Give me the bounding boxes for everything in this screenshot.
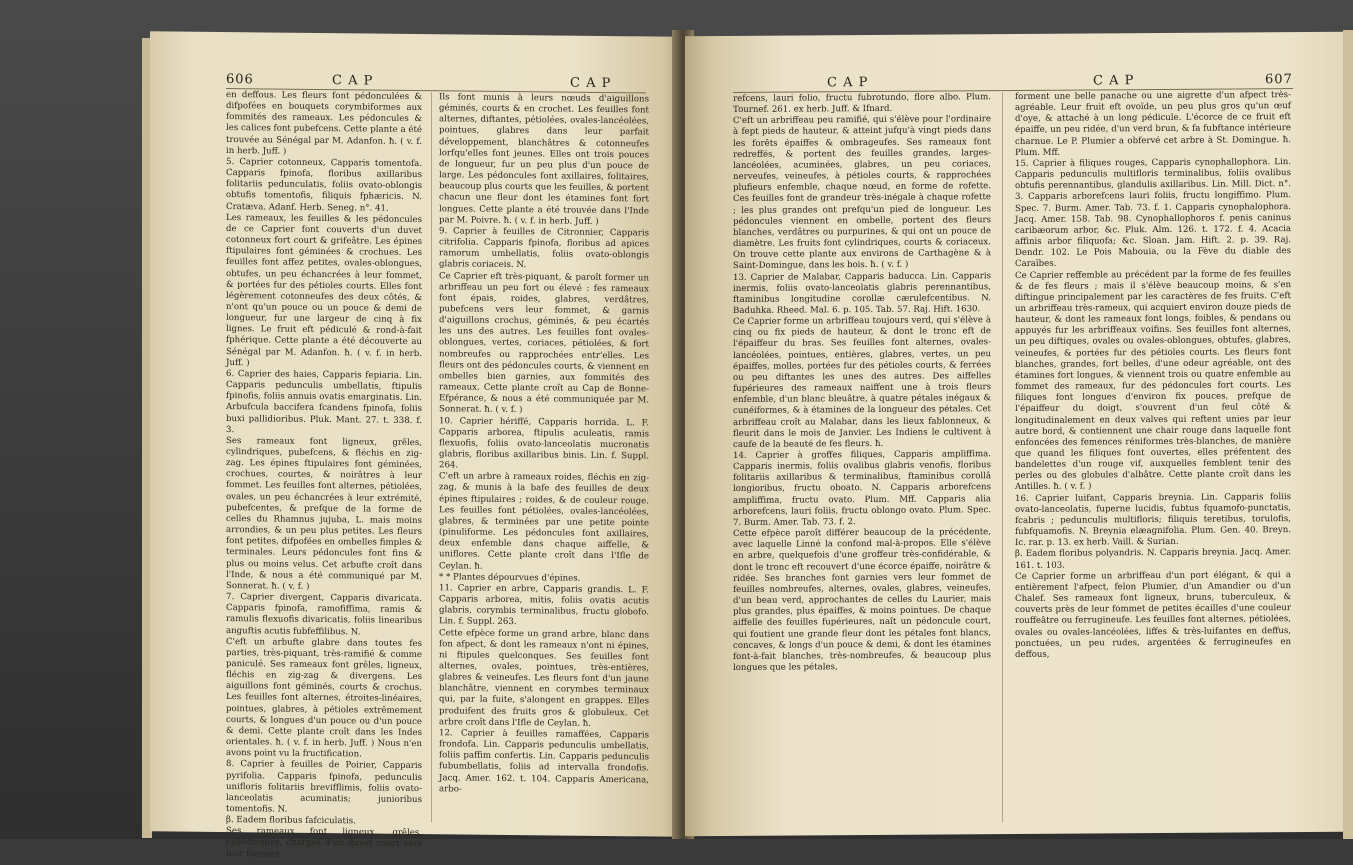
- right-running-head-left: C A P: [827, 75, 869, 91]
- column-divider: [1002, 92, 1003, 822]
- right-page-column-2: forment une belle panache ou une aigrette d'un afpect très-agréable. Leur fruit eft ovoïde, un peu plus gros qu'un œuf d'oye, & attaché à un long pédicule. L'écorce de ce fruit eft épaiffe, un peu ridée, d'un verd brun, & fa fubftance intérieure charnue. Le P. Plumier a obfervé cet arbre à St. Domingue. ħ. Plum. Mff. 15. Caprier à filiques rouges, Capparis cynophallophora. Lin. Capparis pedunculis multifloris terminalibus, foliis ovalibus obtufis perennantibus, glandulis axillaribus. Lin. Mill. Dict. n°. 3. Capparis arborefcens lauri foliis, fructu longiffimo. Plum. Spec. 7. Burm. Amer. Tab. 73. f. 1. Capparis cynophalophora. Jacq. Amer. 158. Tab. 98. Cynophallophoros f. penis caninus caribæorum arbor, &c. Pluk. Alm. 126. t. 172. f. 4. Acacia affinis arbor filiquofa; &c. Sloan. Jam. Hift. 2. p. 39. Raj. Dendr. 102. Le Pois Mabouia, ou la Fève du diable des Caraïbes. Ce Caprier reffemble au précédent par la forme de fes feuilles & de fes fleurs ; mais il s'élève beaucoup moins, & s'en diftingue principalement par les caractères de fes fruits. C'eft un arbriffeau très-rameux, qui acquiert environ douze pieds de hauteur, & dont les rameaux font longs, foibles, & pendans ou appuyés fur les arbriffeaux voifins. Ses feuilles font alternes, un peu diftiques, ovales ou ovales-oblongues, obtufes, glabres, veineufes, & portées fur des pétioles courts. Les fleurs font blanches, grandes, fort belles, d'une odeur agréable, ont des étamines fort longues, & viennent trois ou quatre enfemble au fommet des rameaux, fur des pédoncules fort courts. Les filiques font longues d'environ fix pouces, prefque de l'épaiffeur du doigt, s'ouvrent d'un feul côté & longitudinalement en deux valves qui reftent unies par leur autre bord, & contiennent une chair rouge dans laquelle font enfoncées des femences réniformes très-blanches, de manière que quand les filiques font ouvertes, elles préfentent des bandelettes d'un rouge vif, auxquelles femblent tenir des perles ou des globules d'albâtre. Cette plante croît dans les Antilles. ħ. ( v. f. ) 16. Caprier luifant, Capparis breynia. Lin. Capparis foliis ovato-lanceolatis, fuperne lucidis, fubtus fquamofo-punctatis, fcabris ; pedunculis multifloris; filiquis teretibus, torulofis, fubfquamofis. N. Breynia elæagnifolia. Plum. Gen. 40. Breyn. Ic. rar. p. 13. ex herb. Vaill. & Surian. β. Eadem floribus polyandris. N. Capparis breynia. Jacq. Amer. 161. t. 103. Ce Caprier forme un arbriffeau d'un port élégant, & qui a entièrement l'afpect, felon Plumier, d'un Amandier ou d'un Chalef. Ses rameaux font ligneux, bruns, tuberculeux, & couverts près de leur fommet de petites écailles d'une couleur rouffeâtre ou ferrugineufe. Les feuilles font alternes, pétiolées, ovales ou ovales-lancéolées, liffes & très-luifantes en deffus, ponctuées, un peu rudes, argentées & ferrugineufes en deffous,: [1015, 90, 1291, 660]
- column-divider: [431, 92, 432, 822]
- left-page-column-1: en deffous. Les fleurs font pédonculées & difpofées en bouquets corymbiformes aux fommités des rameaux. Les pédoncules & les calices font pubefcens. Cette plante a été trouvée au Sénégal par M. Adanfon. ħ. ( v. f. in herb. Juff. ) 5. Caprier cotonneux, Capparis tomentofa. Capparis fpinofa, floribus axillaribus folitariis pedunculatis, foliis ovato-oblongis obtufis tomentofis, filiquis fphæricis. N. Cratæva. Adanf. Herb. Seneg. n°. 41. Les rameaux, les feuilles & les pédoncules de ce Caprier font couverts d'un duvet cotonneux fort court & grifeâtre. Les épines ftipulaires font géminées & crochues. Les feuilles font affez petites, ovales-oblongues, obtufes, un peu échancrées à leur fommet, & portées fur des pétioles courts. Elles font légèrement cotonneufes des deux côtés, & n'ont qu'un pouce ou un pouce & demi de longueur, fur une largeur de cinq à fix lignes. Le fruit eft pédiculé & rond-à-fait fphérique. Cette plante a été découverte au Sénégal par M. Adanfon. ħ. ( v. f. in herb. Juff. ) 6. Caprier des haies, Capparis fepiaria. Lin. Capparis pedunculis umbellatis, ftipulis fpinofis, foliis annuis ovatis emarginatis. Lin. Arbufcula baccifera fcandens fpinofa, foliis buxi pallidioribus. Pluk. Mant. 27. t. 338. f. 3. Ses rameaux font ligneux, grêles, cylindriques, pubefcens, & fléchis en zig-zag. Les épines ftipulaires font géminées, crochues, courtes, & noirâtres à leur fommet. Les feuilles font alternes, pétiolées, ovales, un peu échancrées à leur extrémité, pubefcentes, & prefque de la forme de celles du Rhamnus jujuba, L. mais moins arrondies, & un peu plus petites. Les fleurs font petites, difpofées en ombelles fimples & terminales. Leurs pédoncules font fins & plus ou moins velus. Cet arbufte croît dans l'Inde, & nous a été communiqué par M. Sonnerat. ħ. ( v. f. ) 7. Caprier divergent, Capparis divaricata. Capparis fpinofa, ramofiffima, ramis & ramulis flexuofis divaricatis, foliis linearibus anguftis acutis fubfeffilibus. N. C'eft un arbufte glabre dans toutes fes parties, très-piquant, très-ramifié & comme paniculé. Ses rameaux font grêles, ligneux, fléchis en zig-zag & divergens. Les aiguillons font géminés, courts & crochus. Les feuilles font alternes, étroites-linéaires, pointues, glabres, à pétioles extrêmement courts, & longues d'un pouce ou d'un pouce & demi. Cette plante croît dans les Indes orientales. ħ. ( v. f. in herb. Juff. ) Nous n'en avons point vu la fructification. 8. Caprier à feuilles de Poirier, Capparis pyrifolia. Capparis fpinofa, pedunculis unifloris folitariis brevifflimis, foliis ovato-lanceolatis acuminatis; junioribus tomentofis. N. β. Eadem floribus fafciculatis. Ses rameaux font ligneux, grêles, cylindriques, chargés d'un duvet court vers leur fommet.: [226, 90, 422, 860]
- left-page-column-2: Ils font munis à leurs nœuds d'aiguillons géminés, courts & en crochet. Les feuilles font alternes, diftantes, pétiolées, ovales-lancéolées, pointues, glabres dans leur parfait développement, blanchâtres & cotonneufes lorfqu'elles font jeunes. Elles ont trois pouces de longueur, fur un peu plus d'un pouce de large. Les pédoncules font axillaires, folitaires, beaucoup plus courts que les feuilles, & portent chacun une fleur dont les étamines font fort longues. Cette plante a été trouvée dans l'Inde par M. Poivre. ħ. ( v. f. in herb. Juff. ) 9. Caprier à feuilles de Citronnier, Capparis citrifolia. Capparis fpinofa, floribus ad apices ramorum umbellatis, foliis ovato-oblongis glabris coriaceis. N. Ce Caprier eft très-piquant, & paroît former un arbriffeau un peu fort ou élevé : fes rameaux font épais, roides, glabres, verdâtres, pubefcens vers leur fommet, & garnis d'aiguillons crochus, géminés, & peu écartés les uns des autres. Les feuilles font ovales-oblongues, vertes, coriaces, pétiolées, & fort nombreufes ou rapprochées entr'elles. Les fleurs ont des pédoncules courts, & viennent en ombelles bien garnies, aux fommités des rameaux. Cette plante croît au Cap de Bonne-Efpérance, & nous a été communiquée par M. Sonnerat. ħ. ( v. f. ) 10. Caprier hériffé, Capparis horrida. L. F. Capparis arborea, ftipulis aculeatis, ramis flexuofis, foliis ovato-lanceolatis mucronatis glabris, floribus axillaribus binis. Lin. f. Suppl. 264. C'eft un arbre à rameaux roides, fléchis en zig-zag, & munis à la bafe des feuilles de deux épines ftipulaires ; roides, & de couleur rouge. Les feuilles font pétiolées, ovales-lancéolées, glabres, & terminées par une petite pointe (pinuliforme. Les pédoncules font axillaires, deux enfemble dans chaque aiffelle, & uniflores. Cette plante croît dans l'Ifle de Ceylan. ħ. * * Plantes dépourvues d'épines. 11. Caprier en arbre, Capparis grandis. L. F. Capparis arborea, mitis, foliis ovatis acutis glabris, corymbis terminalibus, fructu globofo. Lin. f. Suppl. 263. Cette efpèce forme un grand arbre, blanc dans fon afpect, & dont les rameaux n'ont ni épines, ni ftipules quelconques. Ses feuilles font alternes, ovales, pointues, très-entières, glabres & veineufes. Les fleurs font d'un jaune blanchâtre, viennent en corymbes terminaux qui, par la fuite, s'alongent en grappes. Elles produifent des fruits gros & globuleux. Cet arbre croît dans l'Ifle de Ceylan. ħ. 12. Caprier à feuilles ramaffées, Capparis frondofa. Lin. Capparis pedunculis umbellatis, foliis paffim confertis. Lin. Capparis pedunculis fubumbellatis, foliis ad intervalla frondofis. Jacq. Amer. 162. t. 104. Capparis Americana, arbo-: [439, 92, 649, 795]
- right-page-edge: [1343, 30, 1353, 839]
- left-page-number: 606: [226, 72, 254, 88]
- right-page-column-1: refcens, lauri folio, fructu fubrotundo, flore albo. Plum. Tournef. 261. ex herb. Juff. & Ifnard. C'eft un arbriffeau peu ramifié, qui s'élève pour l'ordinaire à fept pieds de hauteur, & atteint jufqu'à vingt pieds dans les forêts épaiffes & ombrageufes. Ses rameaux font redreffés, & portent des feuilles grandes, larges-lancéolées, acuminées, glabres, un peu coriaces, nerveufes, veineufes, à pétioles courts, & rapprochées plufieurs enfemble, chaque nœud, en forme de rofette. Ces feuilles font de grandeur très-inégale à chaque rofette ; les plus grandes ont prefqu'un pied de longueur. Les pédoncules viennent en ombelle, portent des fleurs blanches, verdâtres ou purpurines, & qui ont un pouce de diamètre. Les fruits font cylindriques, courts & coriaceux. On trouve cette plante aux environs de Carthagène & à Saint-Domingue, dans les bois. ħ. ( v. f. ) 13. Caprier de Malabar, Capparis baducca. Lin. Capparis inermis, foliis ovato-lanceolatis glabris perennantibus, ftaminibus longitudine corollæ cærulefcentibus. N. Baduhka. Rheed. Mal. 6. p. 105. Tab. 57. Raj. Hift. 1630. Ce Caprier forme un arbriffeau toujours verd, qui s'élève à cinq ou fix pieds de hauteur, & dont le tronc eft de l'épaiffeur du bras. Ses feuilles font alternes, ovales-lancéolées, pointues, entières, glabres, vertes, un peu épaiffes, molles, portées fur des pétioles courts, & ferrées ou peu diftantes les unes des autres. Des aiffelles fupérieures des rameaux naiffent une à trois fleurs enfemble, d'un blanc bleuâtre, à quatre pétales inégaux & cunéiformes, & à étamines de la longueur des pétales. Cet arbriffeau croît au Malabar, dans les lieux fablonneux, & fleurit dans le mois de Janvier. Les Indiens le cultivent à caufe de la beauté de fes fleurs. ħ. 14. Caprier à groffes filiques, Capparis ampliffima. Capparis inermis, foliis ovalibus glabris venofis, floribus folitariis axillaribus & terminalibus, ftaminibus corollâ longioribus, fructu oboato. N. Capparis arborefcens ampliffima, fructu ovato. Plum. Mff. Capparis alia arborefcens, lauri foliis, fructu oblongo ovato. Plum. Spec. 7. Burm. Amer. Tab. 73. f. 2. Cette efpèce paroît différer beaucoup de la précédente, avec laquelle Linné la confond mal-à-propos. Elle s'élève en arbre, quelquefois d'une groffeur très-confidérable, & dont le tronc eft recouvert d'une écorce épaiffe, noirâtre & ridée. Ses branches font garnies vers leur fommet de feuilles nombreufes, alternes, ovales, glabres, veineufes, d'un beau verd, approchantes de celles du Laurier, mais plus grandes, plus épaiffes, & moins pointues. De chaque aiffelle des feuilles fupérieures, naît un pédoncule court, qui foutient une grande fleur dont les pétales font blancs, concaves, & longs d'un pouce & demi, & dont les étamines font-à-fait blanches, très-nombreufes, & beaucoup plus longues que les pétales,: [733, 92, 991, 673]
- right-page-number: 607: [1265, 72, 1293, 88]
- left-running-head: C A P: [332, 73, 374, 89]
- right-page: [685, 32, 1345, 837]
- right-running-head: C A P: [1093, 73, 1135, 89]
- left-page: [150, 31, 680, 860]
- left-running-head-right: C A P: [570, 75, 612, 92]
